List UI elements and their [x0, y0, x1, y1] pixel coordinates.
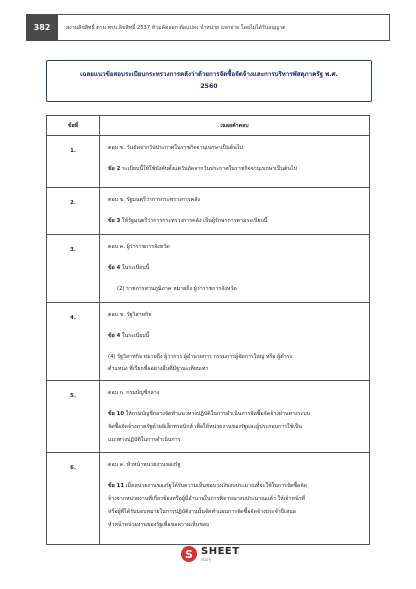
document-title-box — [46, 60, 372, 102]
page-number: 382 — [26, 14, 58, 41]
reference-text: ระเบียบนี้ให้ใช้บังคับตั้งแต่วันถัดจากวันประกาศในราชกิจจานุเบกษาเป็นต้นไป — [122, 166, 298, 172]
title-line-1: เฉลยแนวข้อสอบระเบียบกระทรวงการคลังว่าด้วยการจัดซื้อจัดจ้างและการบริหารพัสดุภาครัฐ พ.ศ. — [80, 71, 338, 78]
copyright-notice: สงวนลิขสิทธิ์ ตาม พรบ.ลิขสิทธิ์ 2537 ห้ามคัดลอก ตัดแปลง จำหน่าย แจกจ่าย โดยไม่ได้รับอนุญาต — [58, 14, 390, 41]
reference-text: จ้างจากหน่วยงานที่เกี่ยวข้องหรือผู้มีอำนาจในการพิจารณางบประมาณแล้ว ให้เจ้าหน้าที่ — [108, 496, 306, 502]
detail-text: (2) ราชการส่วนภูมิภาค หมายถึง ผู้ว่าราชการจังหวัด — [117, 286, 237, 292]
answer-cell — [100, 381, 370, 453]
question-number: 4. — [47, 303, 100, 381]
reference-text: แนวทางปฏิบัติในการดำเนินการ — [108, 437, 181, 443]
answer-text: ตอบ ข. รัฐมนตรีว่าการกระทรวงการคลัง — [108, 197, 200, 203]
question-number: 6. — [47, 453, 100, 545]
reference-label: ข้อ 4 — [108, 333, 121, 339]
answer-cell — [100, 453, 370, 545]
answer-text: ตอบ ค. หัวหน้าหน่วยงานของรัฐ — [108, 462, 181, 468]
reference-text: ในระเบียบนี้ — [122, 265, 150, 271]
logo-subtext: store — [201, 556, 212, 562]
reference-text: ให้รัฐมนตรีว่าการกระทรวงการคลัง เป็นผู้รักษาการตามระเบียบนี้ — [122, 218, 268, 224]
answer-cell — [100, 136, 370, 188]
title-line-2: 2560 — [200, 83, 218, 90]
detail-text: ตำแหน่ง ที่เรียกชื่ออย่างอื่นที่มีฐานะเทียบเท่า — [108, 366, 209, 372]
table-header-row — [47, 116, 370, 136]
answer-cell — [100, 303, 370, 381]
answer-cell — [100, 235, 370, 303]
answer-text: ตอบ ก. กรมบัญชีกลาง — [108, 390, 160, 396]
reference-text: หัวหน้าหน่วยงานของรัฐเพื่อขอความเห็นชอบ — [108, 522, 210, 528]
question-number: 2. — [47, 188, 100, 235]
question-number: 1. — [47, 136, 100, 188]
table-row — [47, 188, 370, 235]
answer-text: ตอบ ค. ผู้ว่าราชการจังหวัด — [108, 244, 170, 250]
column-header-answer: เฉลยคำตอบ — [100, 116, 370, 136]
reference-line — [108, 482, 361, 490]
question-number: 3. — [47, 235, 100, 303]
logo-word: SHEET — [201, 545, 240, 557]
reference-label: ข้อ 10 — [108, 411, 125, 417]
column-header-number: ข้อที่ — [47, 116, 100, 136]
reference-text: ให้กรมบัญชีกลางจัดทำแนวทางปฏิบัติในการดำเนินการจัดซื้อจัดจ้างผ่านทางระบบ — [125, 411, 311, 417]
reference-line — [108, 332, 361, 340]
reference-label: ข้อ 11 — [108, 483, 125, 489]
page-header — [26, 14, 390, 41]
question-number: 5. — [47, 381, 100, 453]
table-row — [47, 136, 370, 188]
reference-label: ข้อ 4 — [108, 265, 121, 271]
table-row — [47, 453, 370, 545]
reference-text: เมื่อหน่วยงานของรัฐได้รับความเห็นชอบวงเงินงบประมาณที่จะใช้ในการจัดซื้อจัด — [125, 483, 307, 489]
answer-text: ตอบ ข. วันถัดจากวันประกาศในราชกิจจานุเบกษาเป็นต้นไป — [108, 145, 243, 151]
reference-label: ข้อ 3 — [108, 218, 121, 224]
reference-label: ข้อ 2 — [108, 166, 121, 172]
answer-text: ตอบ ข. รัฐวิสาหกิจ — [108, 312, 152, 318]
detail-text: (4) รัฐวิสาหกิจ หมายถึง ผู้ว่าการ ผู้อำนวยการ กรรมการผู้จัดการใหญ่ หรือ ผู้ดำรง — [108, 354, 293, 360]
reference-line — [108, 165, 361, 173]
sheet-store-logo — [181, 546, 240, 562]
reference-text: จัดซื้อจัดจ้างภาครัฐด้วยอิเล็กทรอนิกส์ เพื่อให้หน่วยงานของรัฐและผู้ประกอบการใช้เป็น — [108, 424, 303, 430]
reference-text: หรือผู้ที่ได้รับมอบหมายในการปฏิบัติงานนั้นจัดทำแผนการจัดซื้อจัดจ้างประจำปีเสนอ — [108, 509, 296, 515]
answer-cell — [100, 188, 370, 235]
table-row — [47, 303, 370, 381]
table-row — [47, 381, 370, 453]
logo-s-icon: S — [181, 546, 197, 562]
reference-line — [108, 217, 361, 225]
reference-text: ในระเบียบนี้ — [122, 333, 150, 339]
reference-line — [108, 264, 361, 272]
answer-table — [46, 115, 370, 545]
table-row — [47, 235, 370, 303]
reference-line — [108, 410, 361, 418]
